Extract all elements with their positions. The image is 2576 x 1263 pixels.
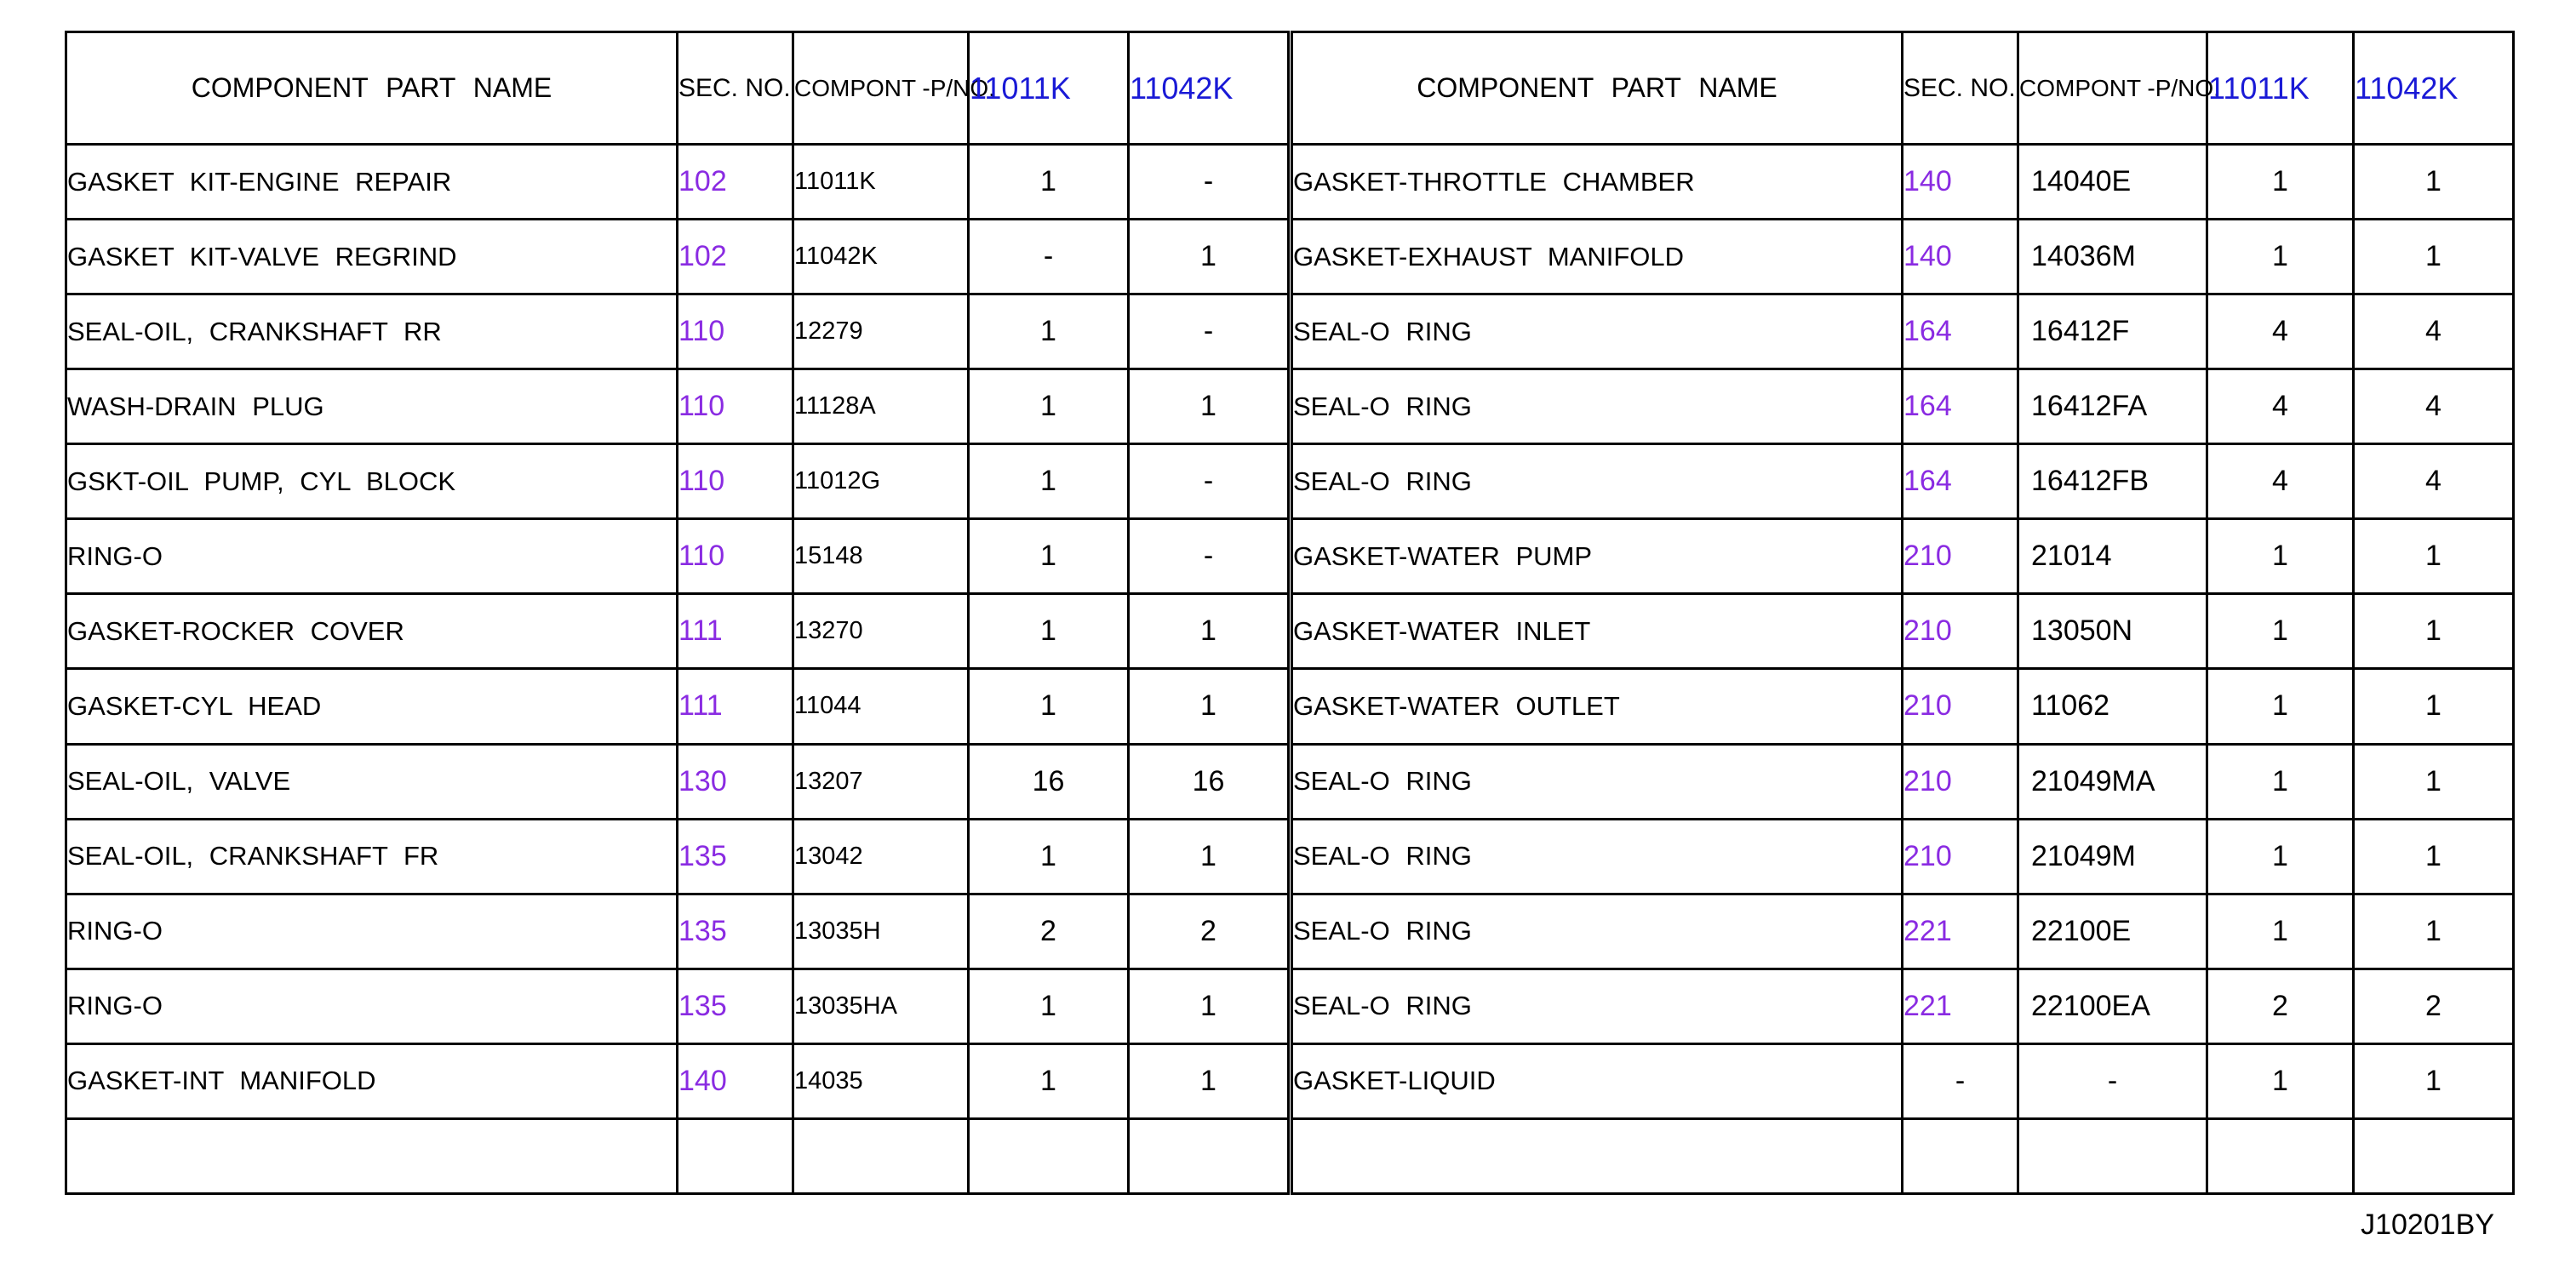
part-number-cell: 11062 — [2018, 669, 2207, 744]
part-number-cell: 22100EA — [2018, 969, 2207, 1043]
sec-no-cell: 164 — [1903, 444, 2018, 519]
sec-no-cell: 102 — [678, 145, 793, 220]
right-parts-table — [1291, 31, 2515, 1195]
qty-11042k-cell: 1 — [1129, 220, 1289, 294]
qty-11042k-cell: 1 — [1129, 669, 1289, 744]
part-number-cell: 11128A — [793, 369, 969, 444]
part-number-cell: 13035H — [793, 894, 969, 969]
table-row — [66, 145, 1289, 220]
table-row — [1292, 1118, 2514, 1193]
qty-11011k-cell: 1 — [969, 1043, 1129, 1118]
table-row — [66, 369, 1289, 444]
part-number-cell: 21014 — [2018, 519, 2207, 594]
table-row — [1292, 969, 2514, 1043]
part-name-cell: GASKET-WATER PUMP — [1292, 519, 1903, 594]
part-name-cell: SEAL-OIL, VALVE — [66, 744, 678, 819]
table-row — [1292, 744, 2514, 819]
table-row — [66, 744, 1289, 819]
sec-no-cell: 140 — [1903, 220, 2018, 294]
qty-11011k-cell: 4 — [2207, 369, 2354, 444]
part-name-cell: GSKT-OIL PUMP, CYL BLOCK — [66, 444, 678, 519]
table-row — [1292, 444, 2514, 519]
qty-11042k-cell: 1 — [1129, 969, 1289, 1043]
sec-no-cell: 110 — [678, 519, 793, 594]
qty-11011k-cell: 1 — [969, 444, 1129, 519]
qty-11042k-cell: 1 — [2354, 669, 2514, 744]
qty-11042k-cell: 1 — [2354, 1043, 2514, 1118]
table-row — [66, 519, 1289, 594]
sec-no-cell: 164 — [1903, 294, 2018, 369]
component-pno-header: COMPONT -P/NO. — [793, 32, 969, 145]
parts-table-sheet — [65, 31, 2512, 1195]
table-row — [66, 969, 1289, 1043]
left-table-body — [66, 145, 1289, 1194]
table-row — [66, 594, 1289, 669]
part-name-cell: SEAL-O RING — [1292, 444, 1903, 519]
qty-11042k-cell: 4 — [2354, 444, 2514, 519]
qty-11042k-cell: - — [1129, 519, 1289, 594]
sec-no-cell — [1903, 1118, 2018, 1193]
qty-11042k-cell: - — [1129, 294, 1289, 369]
table-row — [1292, 669, 2514, 744]
right-table-body — [1292, 145, 2514, 1194]
qty-11042k-cell: 1 — [1129, 1043, 1289, 1118]
sec-no-cell: 110 — [678, 369, 793, 444]
qty-11042k-cell: 4 — [2354, 369, 2514, 444]
component-part-name-header: COMPONENT PART NAME — [1292, 32, 1903, 145]
sec-no-cell: 110 — [678, 294, 793, 369]
part-number-cell: 13035HA — [793, 969, 969, 1043]
part-name-cell: SEAL-OIL, CRANKSHAFT FR — [66, 819, 678, 894]
kit-11042k-header: 11042K — [1129, 32, 1289, 145]
sec-no-header: SEC. NO. — [678, 32, 793, 145]
part-number-cell: 16412F — [2018, 294, 2207, 369]
part-number-cell: 16412FB — [2018, 444, 2207, 519]
part-name-cell: SEAL-O RING — [1292, 744, 1903, 819]
sec-no-cell: 110 — [678, 444, 793, 519]
sec-no-cell: 111 — [678, 669, 793, 744]
qty-11042k-cell: 1 — [2354, 894, 2514, 969]
table-row — [1292, 369, 2514, 444]
table-row — [66, 444, 1289, 519]
left-parts-table — [65, 31, 1290, 1195]
table-row — [1292, 220, 2514, 294]
sec-no-cell: 130 — [678, 744, 793, 819]
qty-11011k-cell: 1 — [2207, 894, 2354, 969]
sec-no-cell: 210 — [1903, 519, 2018, 594]
kit-11011k-header: 11011K — [969, 32, 1129, 145]
part-name-cell: RING-O — [66, 519, 678, 594]
sec-no-cell: 210 — [1903, 744, 2018, 819]
sec-no-cell: 140 — [1903, 145, 2018, 220]
sec-no-cell: 164 — [1903, 369, 2018, 444]
kit-11042k-header: 11042K — [2354, 32, 2514, 145]
part-number-cell: 13270 — [793, 594, 969, 669]
part-number-cell: 21049M — [2018, 819, 2207, 894]
part-name-cell: GASKET-THROTTLE CHAMBER — [1292, 145, 1903, 220]
qty-11011k-cell: - — [969, 220, 1129, 294]
part-name-cell: GASKET KIT-ENGINE REPAIR — [66, 145, 678, 220]
qty-11042k-cell: 1 — [2354, 220, 2514, 294]
part-number-cell: 12279 — [793, 294, 969, 369]
part-name-cell: GASKET-EXHAUST MANIFOLD — [1292, 220, 1903, 294]
part-name-cell: GASKET-WATER OUTLET — [1292, 669, 1903, 744]
part-number-cell: 14040E — [2018, 145, 2207, 220]
qty-11042k-cell: 4 — [2354, 294, 2514, 369]
table-row — [1292, 294, 2514, 369]
qty-11011k-cell: 1 — [969, 145, 1129, 220]
sec-no-cell — [678, 1118, 793, 1193]
part-number-cell: - — [2018, 1043, 2207, 1118]
part-name-cell: GASKET-LIQUID — [1292, 1043, 1903, 1118]
part-number-cell: 11044 — [793, 669, 969, 744]
sec-no-cell: 135 — [678, 969, 793, 1043]
part-number-cell: 11012G — [793, 444, 969, 519]
qty-11011k-cell: 1 — [2207, 220, 2354, 294]
header-row — [66, 32, 1289, 145]
part-number-cell: 13050N — [2018, 594, 2207, 669]
table-row — [66, 894, 1289, 969]
qty-11011k-cell: 2 — [969, 894, 1129, 969]
qty-11011k-cell: 1 — [2207, 744, 2354, 819]
part-number-cell: 13207 — [793, 744, 969, 819]
right-table-panel — [1291, 31, 2512, 1195]
qty-11042k-cell: 16 — [1129, 744, 1289, 819]
table-row — [1292, 1043, 2514, 1118]
qty-11011k-cell: 1 — [969, 969, 1129, 1043]
qty-11011k-cell — [2207, 1118, 2354, 1193]
part-number-cell: 16412FA — [2018, 369, 2207, 444]
sec-no-cell: 102 — [678, 220, 793, 294]
qty-11011k-cell: 2 — [2207, 969, 2354, 1043]
component-part-name-header: COMPONENT PART NAME — [66, 32, 678, 145]
qty-11042k-cell: 1 — [2354, 594, 2514, 669]
qty-11011k-cell: 1 — [2207, 1043, 2354, 1118]
part-name-cell: SEAL-O RING — [1292, 294, 1903, 369]
table-row — [1292, 594, 2514, 669]
part-name-cell — [66, 1118, 678, 1193]
part-number-cell: 15148 — [793, 519, 969, 594]
qty-11042k-cell: 2 — [2354, 969, 2514, 1043]
qty-11042k-cell: 2 — [1129, 894, 1289, 969]
table-row — [66, 669, 1289, 744]
table-row — [66, 294, 1289, 369]
table-row — [1292, 819, 2514, 894]
table-row — [1292, 519, 2514, 594]
table-row — [1292, 894, 2514, 969]
part-name-cell: SEAL-OIL, CRANKSHAFT RR — [66, 294, 678, 369]
qty-11042k-cell: 1 — [1129, 594, 1289, 669]
qty-11011k-cell: 1 — [969, 594, 1129, 669]
sec-no-cell: 210 — [1903, 669, 2018, 744]
qty-11011k-cell: 4 — [2207, 444, 2354, 519]
part-number-cell: 14036M — [2018, 220, 2207, 294]
qty-11042k-cell: - — [1129, 444, 1289, 519]
qty-11042k-cell: 1 — [1129, 369, 1289, 444]
part-name-cell: SEAL-O RING — [1292, 969, 1903, 1043]
part-name-cell: GASKET-INT MANIFOLD — [66, 1043, 678, 1118]
qty-11042k-cell: 1 — [2354, 145, 2514, 220]
qty-11042k-cell: 1 — [2354, 819, 2514, 894]
sec-no-cell: 210 — [1903, 819, 2018, 894]
header-row — [1292, 32, 2514, 145]
qty-11011k-cell: 1 — [969, 669, 1129, 744]
qty-11011k-cell: 1 — [969, 294, 1129, 369]
qty-11011k-cell: 1 — [969, 369, 1129, 444]
part-name-cell: GASKET-WATER INLET — [1292, 594, 1903, 669]
sec-no-cell: 140 — [678, 1043, 793, 1118]
part-name-cell: SEAL-O RING — [1292, 894, 1903, 969]
left-table-panel — [65, 31, 1287, 1195]
sec-no-cell: 221 — [1903, 969, 2018, 1043]
kit-11011k-header: 11011K — [2207, 32, 2354, 145]
table-row — [66, 220, 1289, 294]
qty-11011k-cell — [969, 1118, 1129, 1193]
qty-11042k-cell — [2354, 1118, 2514, 1193]
qty-11011k-cell: 1 — [2207, 669, 2354, 744]
part-name-cell: WASH-DRAIN PLUG — [66, 369, 678, 444]
qty-11042k-cell: - — [1129, 145, 1289, 220]
part-number-cell: 13042 — [793, 819, 969, 894]
part-name-cell: SEAL-O RING — [1292, 369, 1903, 444]
part-name-cell — [1292, 1118, 1903, 1193]
qty-11042k-cell: 1 — [2354, 519, 2514, 594]
qty-11011k-cell: 1 — [2207, 594, 2354, 669]
part-number-cell — [2018, 1118, 2207, 1193]
sec-no-cell: 111 — [678, 594, 793, 669]
sec-no-cell: - — [1903, 1043, 2018, 1118]
part-name-cell: GASKET-ROCKER COVER — [66, 594, 678, 669]
part-name-cell: RING-O — [66, 894, 678, 969]
qty-11042k-cell: 1 — [2354, 744, 2514, 819]
part-name-cell: RING-O — [66, 969, 678, 1043]
part-name-cell: GASKET-CYL HEAD — [66, 669, 678, 744]
qty-11042k-cell: 1 — [1129, 819, 1289, 894]
qty-11011k-cell: 4 — [2207, 294, 2354, 369]
qty-11011k-cell: 1 — [2207, 145, 2354, 220]
part-name-cell: GASKET KIT-VALVE REGRIND — [66, 220, 678, 294]
part-number-cell: 22100E — [2018, 894, 2207, 969]
table-row — [1292, 145, 2514, 220]
qty-11011k-cell: 1 — [2207, 819, 2354, 894]
qty-11011k-cell: 1 — [969, 819, 1129, 894]
sec-no-cell: 135 — [678, 894, 793, 969]
qty-11011k-cell: 1 — [969, 519, 1129, 594]
part-number-cell: 11042K — [793, 220, 969, 294]
part-number-cell: 11011K — [793, 145, 969, 220]
part-number-cell: 14035 — [793, 1043, 969, 1118]
part-number-cell — [793, 1118, 969, 1193]
qty-11011k-cell: 1 — [2207, 519, 2354, 594]
sec-no-cell: 221 — [1903, 894, 2018, 969]
component-pno-header: COMPONT -P/NO. — [2018, 32, 2207, 145]
sec-no-cell: 210 — [1903, 594, 2018, 669]
part-name-cell: SEAL-O RING — [1292, 819, 1903, 894]
qty-11042k-cell — [1129, 1118, 1289, 1193]
sec-no-cell: 135 — [678, 819, 793, 894]
qty-11011k-cell: 16 — [969, 744, 1129, 819]
figure-code: J10201BY — [2361, 1209, 2494, 1241]
table-row — [66, 1118, 1289, 1193]
table-row — [66, 1043, 1289, 1118]
part-number-cell: 21049MA — [2018, 744, 2207, 819]
sec-no-header: SEC. NO. — [1903, 32, 2018, 145]
table-row — [66, 819, 1289, 894]
